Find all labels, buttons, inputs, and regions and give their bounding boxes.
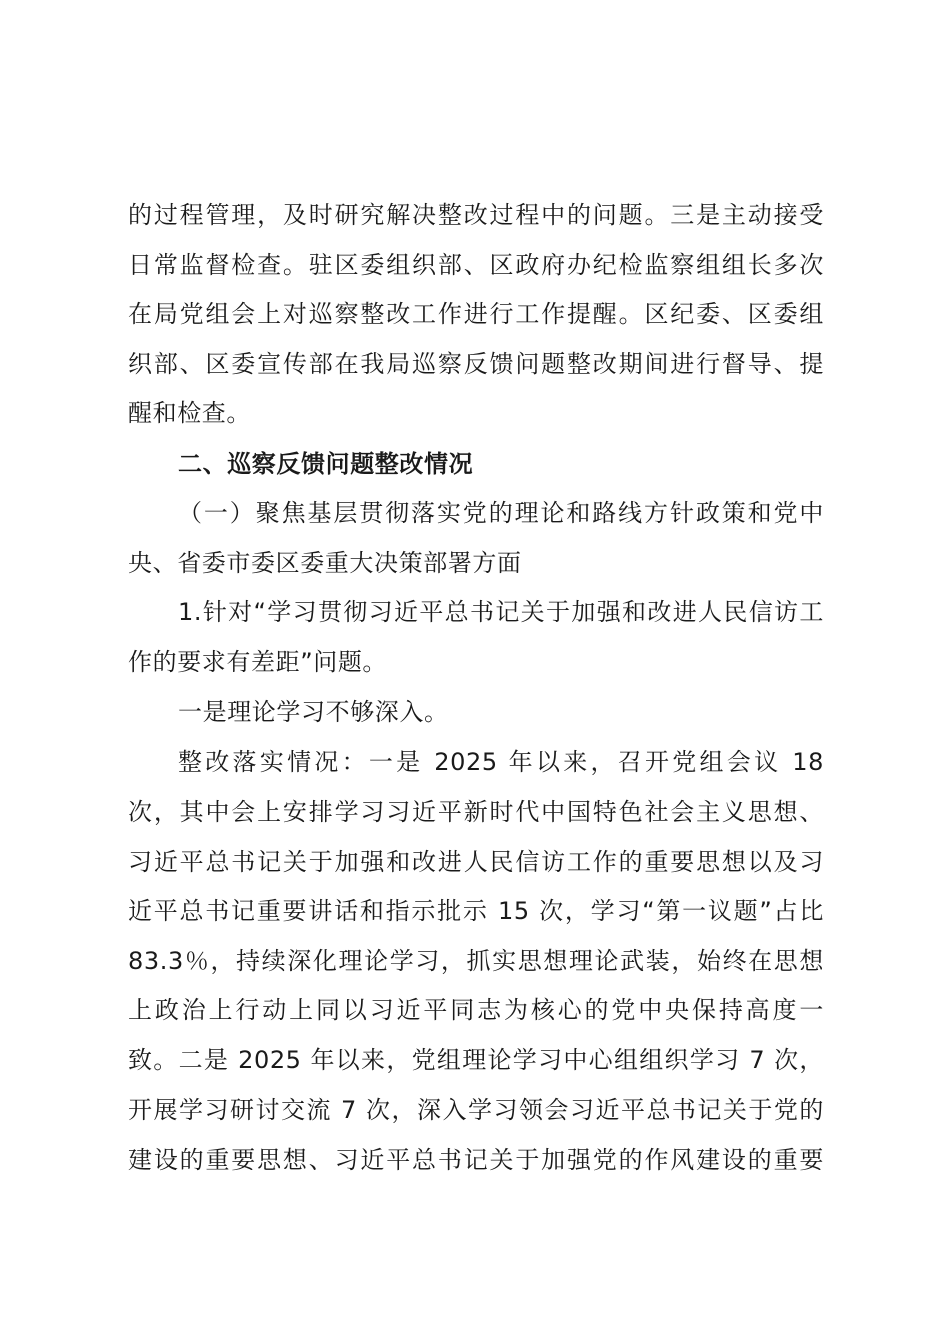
body-text-line: 上政治上行动上同以习近平同志为核心的党中央保持高度一 xyxy=(128,996,824,1024)
body-text-line: 在局党组会上对巡察整改工作进行工作提醒。区纪委、区委组 xyxy=(128,300,824,328)
body-text-line: 日常监督检查。驻区委组织部、区政府办纪检监察组组长多次 xyxy=(128,251,824,279)
body-text-line: 的过程管理，及时研究解决整改过程中的问题。三是主动接受 xyxy=(128,201,824,229)
issue-line: 一是理论学习不够深入。 xyxy=(178,698,449,726)
subsection-heading-line: 央、省委市委区委重大决策部署方面 xyxy=(128,549,522,577)
body-text-line: 织部、区委宣传部在我局巡察反馈问题整改期间进行督导、提 xyxy=(128,350,824,378)
body-text-line: 建设的重要思想、习近平总书记关于加强党的作风建设的重要 xyxy=(128,1146,824,1174)
body-text-line: 开展学习研讨交流 7 次，深入学习领会习近平总书记关于党的 xyxy=(128,1096,824,1124)
body-text-line: 83.3％，持续深化理论学习，抓实思想理论武装，始终在思想 xyxy=(128,947,824,975)
body-text-line: 致。二是 2025 年以来，党组理论学习中心组组织学习 7 次， xyxy=(128,1046,824,1074)
item-heading-line: 1.针对“学习贯彻习近平总书记关于加强和改进人民信访工 xyxy=(178,598,824,626)
body-text-line: 习近平总书记关于加强和改进人民信访工作的重要思想以及习 xyxy=(128,848,824,876)
body-text-line: 次，其中会上安排学习习近平新时代中国特色社会主义思想、 xyxy=(128,798,824,826)
subsection-heading-line: （一）聚焦基层贯彻落实党的理论和路线方针政策和党中 xyxy=(178,499,824,527)
item-heading-line: 作的要求有差距”问题。 xyxy=(128,648,388,676)
body-text-line: 整改落实情况：一是 2025 年以来，召开党组会议 18 xyxy=(178,748,824,776)
section-heading: 二、巡察反馈问题整改情况 xyxy=(178,450,474,478)
body-text-line: 近平总书记重要讲话和指示批示 15 次，学习“第一议题”占比 xyxy=(128,897,824,925)
body-text-line: 醒和检查。 xyxy=(128,399,251,427)
